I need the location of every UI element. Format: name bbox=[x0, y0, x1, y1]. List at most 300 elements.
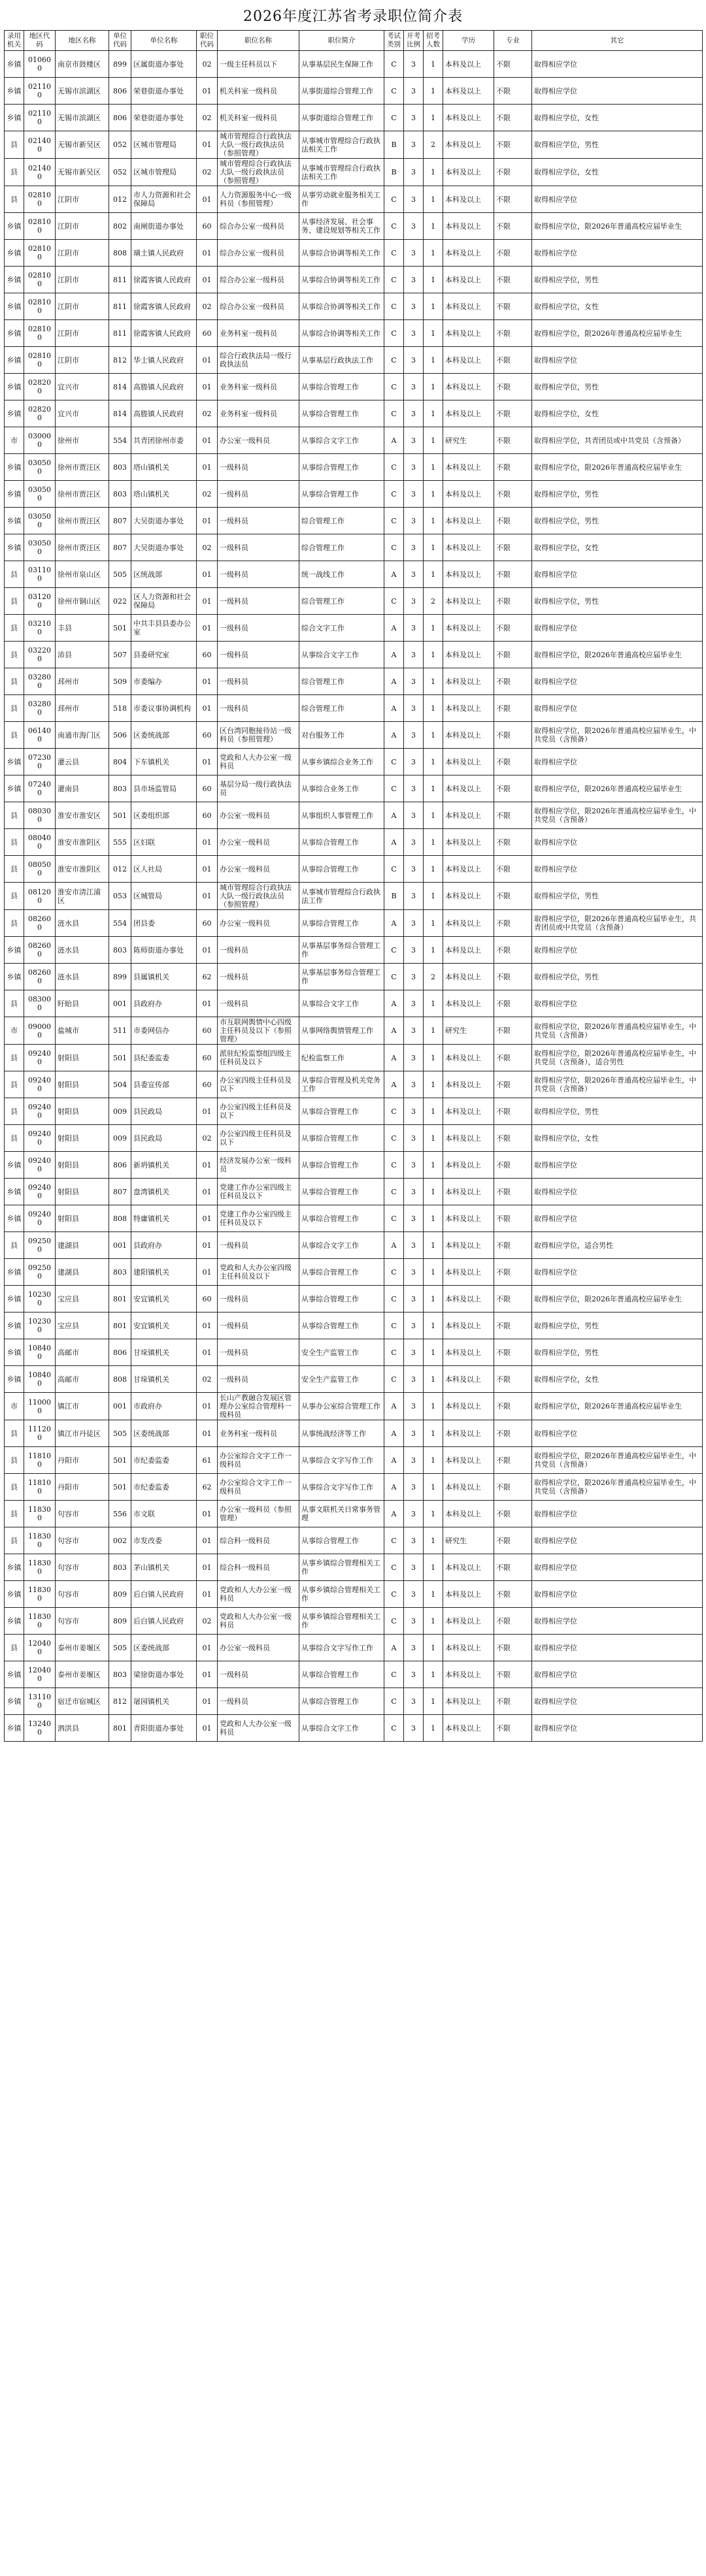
cell-position-code: 01 bbox=[197, 1393, 218, 1420]
header-cell: 职位代码 bbox=[197, 31, 218, 51]
cell-unit-name: 新坍镇机关 bbox=[131, 1152, 197, 1179]
cell-education: 本科及以上 bbox=[443, 1447, 494, 1474]
cell-major: 不限 bbox=[494, 1635, 532, 1661]
cell-position-name: 业务科室一级科员 bbox=[218, 320, 299, 347]
cell-position-name: 党建工作办公室四级主任科员及以下 bbox=[218, 1179, 299, 1205]
cell-major: 不限 bbox=[494, 1474, 532, 1501]
cell-major: 不限 bbox=[494, 695, 532, 722]
cell-headcount: 1 bbox=[424, 1045, 443, 1071]
table-row bbox=[5, 1366, 703, 1393]
cell-education: 本科及以上 bbox=[443, 293, 494, 320]
cell-education: 本科及以上 bbox=[443, 267, 494, 293]
header-cell: 考试类别 bbox=[384, 31, 404, 51]
cell-agency-level: 乡镇 bbox=[5, 240, 24, 267]
cell-position-code: 60 bbox=[197, 1071, 218, 1098]
table-row bbox=[5, 802, 703, 829]
cell-unit-code: 801 bbox=[109, 1715, 131, 1742]
cell-position-desc: 从事综合管理工作 bbox=[299, 374, 384, 400]
cell-position-code: 01 bbox=[197, 1205, 218, 1232]
cell-position-name: 一级科员 bbox=[218, 964, 299, 990]
cell-position-name: 综合行政执法局一级行政执法员 bbox=[218, 347, 299, 374]
cell-region-code: 132400 bbox=[24, 1715, 56, 1742]
cell-other: 取得相应学位 bbox=[532, 856, 703, 883]
cell-ratio: 3 bbox=[404, 427, 424, 454]
cell-position-desc: 从事街道综合管理工作 bbox=[299, 105, 384, 131]
cell-unit-code: 505 bbox=[109, 1635, 131, 1661]
cell-exam-type: A bbox=[384, 1393, 404, 1420]
cell-education: 本科及以上 bbox=[443, 1635, 494, 1661]
cell-unit-name: 茅山镇机关 bbox=[131, 1554, 197, 1581]
header-cell: 录用机关 bbox=[5, 31, 24, 51]
cell-agency-level: 县 bbox=[5, 131, 24, 159]
cell-ratio: 3 bbox=[404, 1098, 424, 1125]
cell-position-code: 60 bbox=[197, 1286, 218, 1312]
cell-other: 取得相应学位，限2026年普通高校应届毕业生 bbox=[532, 320, 703, 347]
cell-exam-type: A bbox=[384, 695, 404, 722]
cell-major: 不限 bbox=[494, 615, 532, 642]
cell-exam-type: A bbox=[384, 642, 404, 668]
cell-region-name: 丹阳市 bbox=[56, 1447, 109, 1474]
cell-unit-name: 中共丰县县委办公室 bbox=[131, 615, 197, 642]
cell-headcount: 1 bbox=[424, 1179, 443, 1205]
cell-region-name: 句容市 bbox=[56, 1527, 109, 1554]
cell-education: 本科及以上 bbox=[443, 78, 494, 105]
cell-position-code: 01 bbox=[197, 1581, 218, 1608]
table-row bbox=[5, 883, 703, 910]
cell-region-code: 118300 bbox=[24, 1527, 56, 1554]
cell-region-code: 092400 bbox=[24, 1071, 56, 1098]
cell-headcount: 1 bbox=[424, 1152, 443, 1179]
cell-headcount: 1 bbox=[424, 1581, 443, 1608]
cell-region-code: 028100 bbox=[24, 267, 56, 293]
cell-unit-name: 市委网信办 bbox=[131, 1017, 197, 1045]
cell-position-desc: 从事乡镇综合管理相关工作 bbox=[299, 1608, 384, 1635]
cell-position-code: 01 bbox=[197, 1098, 218, 1125]
cell-exam-type: C bbox=[384, 1554, 404, 1581]
cell-major: 不限 bbox=[494, 964, 532, 990]
cell-unit-code: 812 bbox=[109, 347, 131, 374]
cell-region-code: 092400 bbox=[24, 1179, 56, 1205]
cell-unit-name: 陈师街道办事处 bbox=[131, 937, 197, 964]
cell-ratio: 3 bbox=[404, 1527, 424, 1554]
cell-other: 取得相应学位 bbox=[532, 1152, 703, 1179]
cell-other: 取得相应学位 bbox=[532, 1581, 703, 1608]
cell-ratio: 3 bbox=[404, 883, 424, 910]
cell-unit-name: 市发改委 bbox=[131, 1527, 197, 1554]
cell-region-code: 108400 bbox=[24, 1339, 56, 1366]
cell-unit-name: 区属街道办事处 bbox=[131, 51, 197, 78]
cell-agency-level: 乡镇 bbox=[5, 1715, 24, 1742]
cell-region-name: 高邮市 bbox=[56, 1339, 109, 1366]
cell-agency-level: 乡镇 bbox=[5, 775, 24, 802]
cell-region-name: 射阳县 bbox=[56, 1125, 109, 1152]
cell-position-name: 城市管理综合行政执法大队一级行政执法员（参照管理） bbox=[218, 159, 299, 186]
cell-ratio: 3 bbox=[404, 829, 424, 856]
cell-education: 本科及以上 bbox=[443, 51, 494, 78]
cell-unit-name: 塔山镇机关 bbox=[131, 454, 197, 481]
cell-agency-level: 乡镇 bbox=[5, 964, 24, 990]
table-row bbox=[5, 1501, 703, 1527]
cell-headcount: 1 bbox=[424, 240, 443, 267]
cell-region-name: 徐州市泉山区 bbox=[56, 561, 109, 588]
cell-position-code: 01 bbox=[197, 1420, 218, 1447]
cell-education: 本科及以上 bbox=[443, 508, 494, 534]
cell-unit-name: 县属镇机关 bbox=[131, 964, 197, 990]
cell-agency-level: 县 bbox=[5, 695, 24, 722]
cell-education: 本科及以上 bbox=[443, 856, 494, 883]
cell-exam-type: C bbox=[384, 1581, 404, 1608]
cell-ratio: 3 bbox=[404, 1125, 424, 1152]
cell-region-code: 092500 bbox=[24, 1259, 56, 1286]
cell-position-name: 机关科室一级科员 bbox=[218, 78, 299, 105]
header-cell: 地区名称 bbox=[56, 31, 109, 51]
cell-position-name: 一级科员 bbox=[218, 454, 299, 481]
cell-region-code: 082600 bbox=[24, 964, 56, 990]
cell-other: 取得相应学位，限2026年普通高校应届毕业生，中共党员（含预备） bbox=[532, 1017, 703, 1045]
cell-position-desc: 从事综合管理工作 bbox=[299, 1098, 384, 1125]
cell-agency-level: 乡镇 bbox=[5, 1259, 24, 1286]
cell-agency-level: 县 bbox=[5, 1098, 24, 1125]
cell-position-code: 60 bbox=[197, 775, 218, 802]
cell-position-code: 62 bbox=[197, 1474, 218, 1501]
cell-position-desc: 从事综合文字工作 bbox=[299, 642, 384, 668]
cell-position-name: 党政和人大办公室一级科员 bbox=[218, 1581, 299, 1608]
table-row bbox=[5, 722, 703, 749]
table-row bbox=[5, 1715, 703, 1742]
cell-position-desc: 从事综合文字工作 bbox=[299, 990, 384, 1017]
cell-agency-level: 乡镇 bbox=[5, 51, 24, 78]
cell-region-code: 028100 bbox=[24, 347, 56, 374]
cell-other: 取得相应学位 bbox=[532, 1715, 703, 1742]
cell-agency-level: 县 bbox=[5, 1232, 24, 1259]
cell-exam-type: A bbox=[384, 1071, 404, 1098]
cell-region-name: 徐州市贾汪区 bbox=[56, 454, 109, 481]
cell-major: 不限 bbox=[494, 454, 532, 481]
header-cell: 开考比例 bbox=[404, 31, 424, 51]
table-row bbox=[5, 1045, 703, 1071]
cell-position-desc: 安全生产监管工作 bbox=[299, 1339, 384, 1366]
cell-region-code: 092400 bbox=[24, 1045, 56, 1071]
cell-region-code: 030500 bbox=[24, 454, 56, 481]
cell-exam-type: A bbox=[384, 427, 404, 454]
cell-region-name: 淮安市淮阴区 bbox=[56, 829, 109, 856]
cell-major: 不限 bbox=[494, 267, 532, 293]
cell-education: 本科及以上 bbox=[443, 1071, 494, 1098]
cell-agency-level: 县 bbox=[5, 159, 24, 186]
cell-unit-name: 南闸街道办事处 bbox=[131, 213, 197, 240]
cell-unit-name: 市委编办 bbox=[131, 668, 197, 695]
cell-position-code: 01 bbox=[197, 990, 218, 1017]
cell-position-code: 60 bbox=[197, 320, 218, 347]
cell-position-desc: 从事乡镇综合管理相关工作 bbox=[299, 1554, 384, 1581]
cell-region-code: 118100 bbox=[24, 1447, 56, 1474]
cell-unit-code: 803 bbox=[109, 481, 131, 508]
cell-ratio: 3 bbox=[404, 240, 424, 267]
table-row bbox=[5, 1179, 703, 1205]
cell-exam-type: C bbox=[384, 78, 404, 105]
cell-agency-level: 县 bbox=[5, 1045, 24, 1071]
cell-position-code: 01 bbox=[197, 1339, 218, 1366]
cell-major: 不限 bbox=[494, 1339, 532, 1366]
table-row bbox=[5, 1017, 703, 1045]
cell-position-code: 60 bbox=[197, 910, 218, 937]
cell-other: 取得相应学位，限2026年普通高校应届毕业生，共青团员或中共党员（含预备） bbox=[532, 910, 703, 937]
cell-region-name: 无锡市滨湖区 bbox=[56, 105, 109, 131]
cell-region-name: 泰州市姜堰区 bbox=[56, 1635, 109, 1661]
cell-major: 不限 bbox=[494, 1098, 532, 1125]
cell-education: 本科及以上 bbox=[443, 320, 494, 347]
cell-ratio: 3 bbox=[404, 454, 424, 481]
cell-major: 不限 bbox=[494, 802, 532, 829]
cell-region-name: 徐州市贾汪区 bbox=[56, 534, 109, 561]
cell-major: 不限 bbox=[494, 1393, 532, 1420]
table-row bbox=[5, 829, 703, 856]
cell-agency-level: 乡镇 bbox=[5, 1688, 24, 1715]
cell-unit-code: 811 bbox=[109, 320, 131, 347]
cell-major: 不限 bbox=[494, 937, 532, 964]
cell-exam-type: C bbox=[384, 1125, 404, 1152]
cell-exam-type: C bbox=[384, 1259, 404, 1286]
table-row bbox=[5, 131, 703, 159]
cell-major: 不限 bbox=[494, 320, 532, 347]
cell-position-code: 01 bbox=[197, 1232, 218, 1259]
cell-education: 本科及以上 bbox=[443, 883, 494, 910]
cell-major: 不限 bbox=[494, 1715, 532, 1742]
cell-unit-name: 华士镇人民政府 bbox=[131, 347, 197, 374]
cell-region-code: 092400 bbox=[24, 1152, 56, 1179]
cell-unit-code: 511 bbox=[109, 1017, 131, 1045]
cell-ratio: 3 bbox=[404, 1581, 424, 1608]
cell-position-desc: 从事综合管理工作 bbox=[299, 1179, 384, 1205]
cell-headcount: 1 bbox=[424, 695, 443, 722]
cell-unit-code: 053 bbox=[109, 883, 131, 910]
cell-major: 不限 bbox=[494, 186, 532, 213]
cell-unit-code: 811 bbox=[109, 267, 131, 293]
cell-region-name: 江阴市 bbox=[56, 320, 109, 347]
cell-major: 不限 bbox=[494, 1125, 532, 1152]
cell-unit-name: 区委统战部 bbox=[131, 722, 197, 749]
cell-unit-code: 555 bbox=[109, 829, 131, 856]
cell-headcount: 1 bbox=[424, 1017, 443, 1045]
cell-unit-code: 811 bbox=[109, 293, 131, 320]
cell-other: 取得相应学位 bbox=[532, 1661, 703, 1688]
cell-position-code: 02 bbox=[197, 293, 218, 320]
cell-position-name: 综合办公室一级科员 bbox=[218, 293, 299, 320]
cell-unit-code: 809 bbox=[109, 1581, 131, 1608]
cell-region-code: 092400 bbox=[24, 1098, 56, 1125]
cell-ratio: 3 bbox=[404, 78, 424, 105]
cell-unit-name: 区妇联 bbox=[131, 829, 197, 856]
cell-position-name: 办公室一级科员 bbox=[218, 910, 299, 937]
cell-ratio: 3 bbox=[404, 1205, 424, 1232]
cell-region-code: 108400 bbox=[24, 1366, 56, 1393]
cell-region-name: 江阴市 bbox=[56, 240, 109, 267]
table-row bbox=[5, 1259, 703, 1286]
cell-position-name: 一级科员 bbox=[218, 1312, 299, 1339]
cell-region-name: 建湖县 bbox=[56, 1259, 109, 1286]
cell-position-desc: 从事综合管理工作 bbox=[299, 1661, 384, 1688]
table-row bbox=[5, 1125, 703, 1152]
cell-region-code: 028200 bbox=[24, 374, 56, 400]
cell-headcount: 1 bbox=[424, 749, 443, 775]
cell-position-name: 党政和人大办公室一级科员 bbox=[218, 749, 299, 775]
cell-ratio: 3 bbox=[404, 802, 424, 829]
table-row bbox=[5, 1339, 703, 1366]
cell-headcount: 1 bbox=[424, 454, 443, 481]
table-row bbox=[5, 910, 703, 937]
cell-position-name: 市互联网舆情中心四级主任科员及以下（参照管理） bbox=[218, 1017, 299, 1045]
cell-position-desc: 从事综合管理工作 bbox=[299, 400, 384, 427]
cell-exam-type: C bbox=[384, 454, 404, 481]
cell-position-desc: 统一战线工作 bbox=[299, 561, 384, 588]
table-row bbox=[5, 1420, 703, 1447]
cell-position-name: 一级科员 bbox=[218, 534, 299, 561]
cell-agency-level: 县 bbox=[5, 856, 24, 883]
cell-position-name: 一级科员 bbox=[218, 1286, 299, 1312]
cell-major: 不限 bbox=[494, 561, 532, 588]
cell-region-code: 102300 bbox=[24, 1286, 56, 1312]
cell-major: 不限 bbox=[494, 642, 532, 668]
cell-position-name: 基层分局一级行政执法员 bbox=[218, 775, 299, 802]
cell-other: 取得相应学位 bbox=[532, 1688, 703, 1715]
cell-region-name: 镇江市丹徒区 bbox=[56, 1420, 109, 1447]
cell-other: 取得相应学位，限2026年普通高校应届毕业生，中共党员（含预备） bbox=[532, 722, 703, 749]
cell-unit-code: 554 bbox=[109, 427, 131, 454]
cell-other: 取得相应学位，女性 bbox=[532, 1366, 703, 1393]
cell-education: 本科及以上 bbox=[443, 829, 494, 856]
cell-major: 不限 bbox=[494, 374, 532, 400]
cell-region-name: 南通市海门区 bbox=[56, 722, 109, 749]
cell-unit-name: 高塍镇人民政府 bbox=[131, 374, 197, 400]
cell-agency-level: 县 bbox=[5, 588, 24, 615]
table-row bbox=[5, 775, 703, 802]
cell-region-code: 028100 bbox=[24, 240, 56, 267]
cell-education: 本科及以上 bbox=[443, 695, 494, 722]
cell-position-name: 办公室四级主任科员及以下 bbox=[218, 1125, 299, 1152]
cell-position-code: 01 bbox=[197, 1661, 218, 1688]
cell-ratio: 3 bbox=[404, 1017, 424, 1045]
cell-region-code: 092400 bbox=[24, 1125, 56, 1152]
cell-agency-level: 县 bbox=[5, 990, 24, 1017]
cell-education: 本科及以上 bbox=[443, 131, 494, 159]
table-row bbox=[5, 1635, 703, 1661]
cell-region-code: 031100 bbox=[24, 561, 56, 588]
cell-agency-level: 乡镇 bbox=[5, 320, 24, 347]
cell-position-name: 一级科员 bbox=[218, 937, 299, 964]
cell-unit-name: 县委宣传部 bbox=[131, 1071, 197, 1098]
cell-region-code: 080400 bbox=[24, 829, 56, 856]
cell-major: 不限 bbox=[494, 1420, 532, 1447]
cell-position-code: 01 bbox=[197, 1554, 218, 1581]
table-row bbox=[5, 1581, 703, 1608]
cell-other: 取得相应学位，共青团员或中共党员（含预备） bbox=[532, 427, 703, 454]
cell-position-code: 01 bbox=[197, 883, 218, 910]
header-cell: 单位名称 bbox=[131, 31, 197, 51]
cell-headcount: 1 bbox=[424, 829, 443, 856]
cell-position-name: 长山产教融合发展区管理办公室综合管理科一级科员 bbox=[218, 1393, 299, 1420]
cell-exam-type: B bbox=[384, 131, 404, 159]
cell-exam-type: C bbox=[384, 856, 404, 883]
cell-education: 本科及以上 bbox=[443, 1393, 494, 1420]
cell-headcount: 1 bbox=[424, 668, 443, 695]
cell-position-code: 61 bbox=[197, 1447, 218, 1474]
cell-exam-type: C bbox=[384, 374, 404, 400]
cell-major: 不限 bbox=[494, 427, 532, 454]
cell-other: 取得相应学位 bbox=[532, 937, 703, 964]
cell-position-code: 01 bbox=[197, 1635, 218, 1661]
cell-other: 取得相应学位，限2026年普通高校应届毕业生 bbox=[532, 775, 703, 802]
cell-region-name: 南京市鼓楼区 bbox=[56, 51, 109, 78]
cell-education: 本科及以上 bbox=[443, 534, 494, 561]
cell-other: 取得相应学位 bbox=[532, 78, 703, 105]
table-row bbox=[5, 1393, 703, 1420]
cell-unit-name: 后白镇人民政府 bbox=[131, 1581, 197, 1608]
cell-position-desc: 从事城市管理综合行政执法相关工作 bbox=[299, 159, 384, 186]
cell-unit-name: 市纪委监委 bbox=[131, 1474, 197, 1501]
cell-region-code: 021400 bbox=[24, 159, 56, 186]
cell-other: 取得相应学位 bbox=[532, 1420, 703, 1447]
cell-position-desc: 从事综合协调等相关工作 bbox=[299, 240, 384, 267]
cell-position-name: 办公室四级主任科员及以下 bbox=[218, 1071, 299, 1098]
cell-other: 取得相应学位 bbox=[532, 749, 703, 775]
cell-agency-level: 乡镇 bbox=[5, 374, 24, 400]
cell-position-code: 01 bbox=[197, 508, 218, 534]
cell-exam-type: A bbox=[384, 1447, 404, 1474]
cell-headcount: 1 bbox=[424, 400, 443, 427]
cell-region-code: 111200 bbox=[24, 1420, 56, 1447]
table-row bbox=[5, 1608, 703, 1635]
cell-education: 本科及以上 bbox=[443, 1152, 494, 1179]
cell-agency-level: 乡镇 bbox=[5, 1205, 24, 1232]
cell-headcount: 1 bbox=[424, 937, 443, 964]
cell-region-code: 120400 bbox=[24, 1635, 56, 1661]
cell-agency-level: 县 bbox=[5, 1527, 24, 1554]
cell-education: 本科及以上 bbox=[443, 1179, 494, 1205]
cell-headcount: 1 bbox=[424, 910, 443, 937]
cell-region-name: 句容市 bbox=[56, 1501, 109, 1527]
cell-education: 本科及以上 bbox=[443, 775, 494, 802]
cell-ratio: 3 bbox=[404, 668, 424, 695]
cell-major: 不限 bbox=[494, 159, 532, 186]
cell-ratio: 3 bbox=[404, 1045, 424, 1071]
cell-exam-type: A bbox=[384, 1232, 404, 1259]
cell-position-code: 02 bbox=[197, 400, 218, 427]
cell-region-code: 110000 bbox=[24, 1393, 56, 1420]
cell-headcount: 1 bbox=[424, 1501, 443, 1527]
cell-headcount: 1 bbox=[424, 883, 443, 910]
cell-agency-level: 县 bbox=[5, 1635, 24, 1661]
cell-position-name: 业务科室一级科员 bbox=[218, 1420, 299, 1447]
table-row bbox=[5, 937, 703, 964]
cell-position-code: 01 bbox=[197, 695, 218, 722]
cell-other: 取得相应学位，男性 bbox=[532, 508, 703, 534]
cell-unit-code: 518 bbox=[109, 695, 131, 722]
cell-education: 本科及以上 bbox=[443, 1259, 494, 1286]
cell-position-code: 02 bbox=[197, 105, 218, 131]
cell-education: 本科及以上 bbox=[443, 615, 494, 642]
cell-region-name: 无锡市新吴区 bbox=[56, 131, 109, 159]
cell-agency-level: 乡镇 bbox=[5, 1661, 24, 1688]
cell-ratio: 3 bbox=[404, 561, 424, 588]
cell-agency-level: 乡镇 bbox=[5, 213, 24, 240]
cell-education: 本科及以上 bbox=[443, 374, 494, 400]
cell-ratio: 3 bbox=[404, 775, 424, 802]
cell-major: 不限 bbox=[494, 1366, 532, 1393]
cell-exam-type: C bbox=[384, 1098, 404, 1125]
cell-unit-code: 803 bbox=[109, 937, 131, 964]
cell-unit-code: 899 bbox=[109, 964, 131, 990]
cell-position-name: 一级科员 bbox=[218, 1688, 299, 1715]
